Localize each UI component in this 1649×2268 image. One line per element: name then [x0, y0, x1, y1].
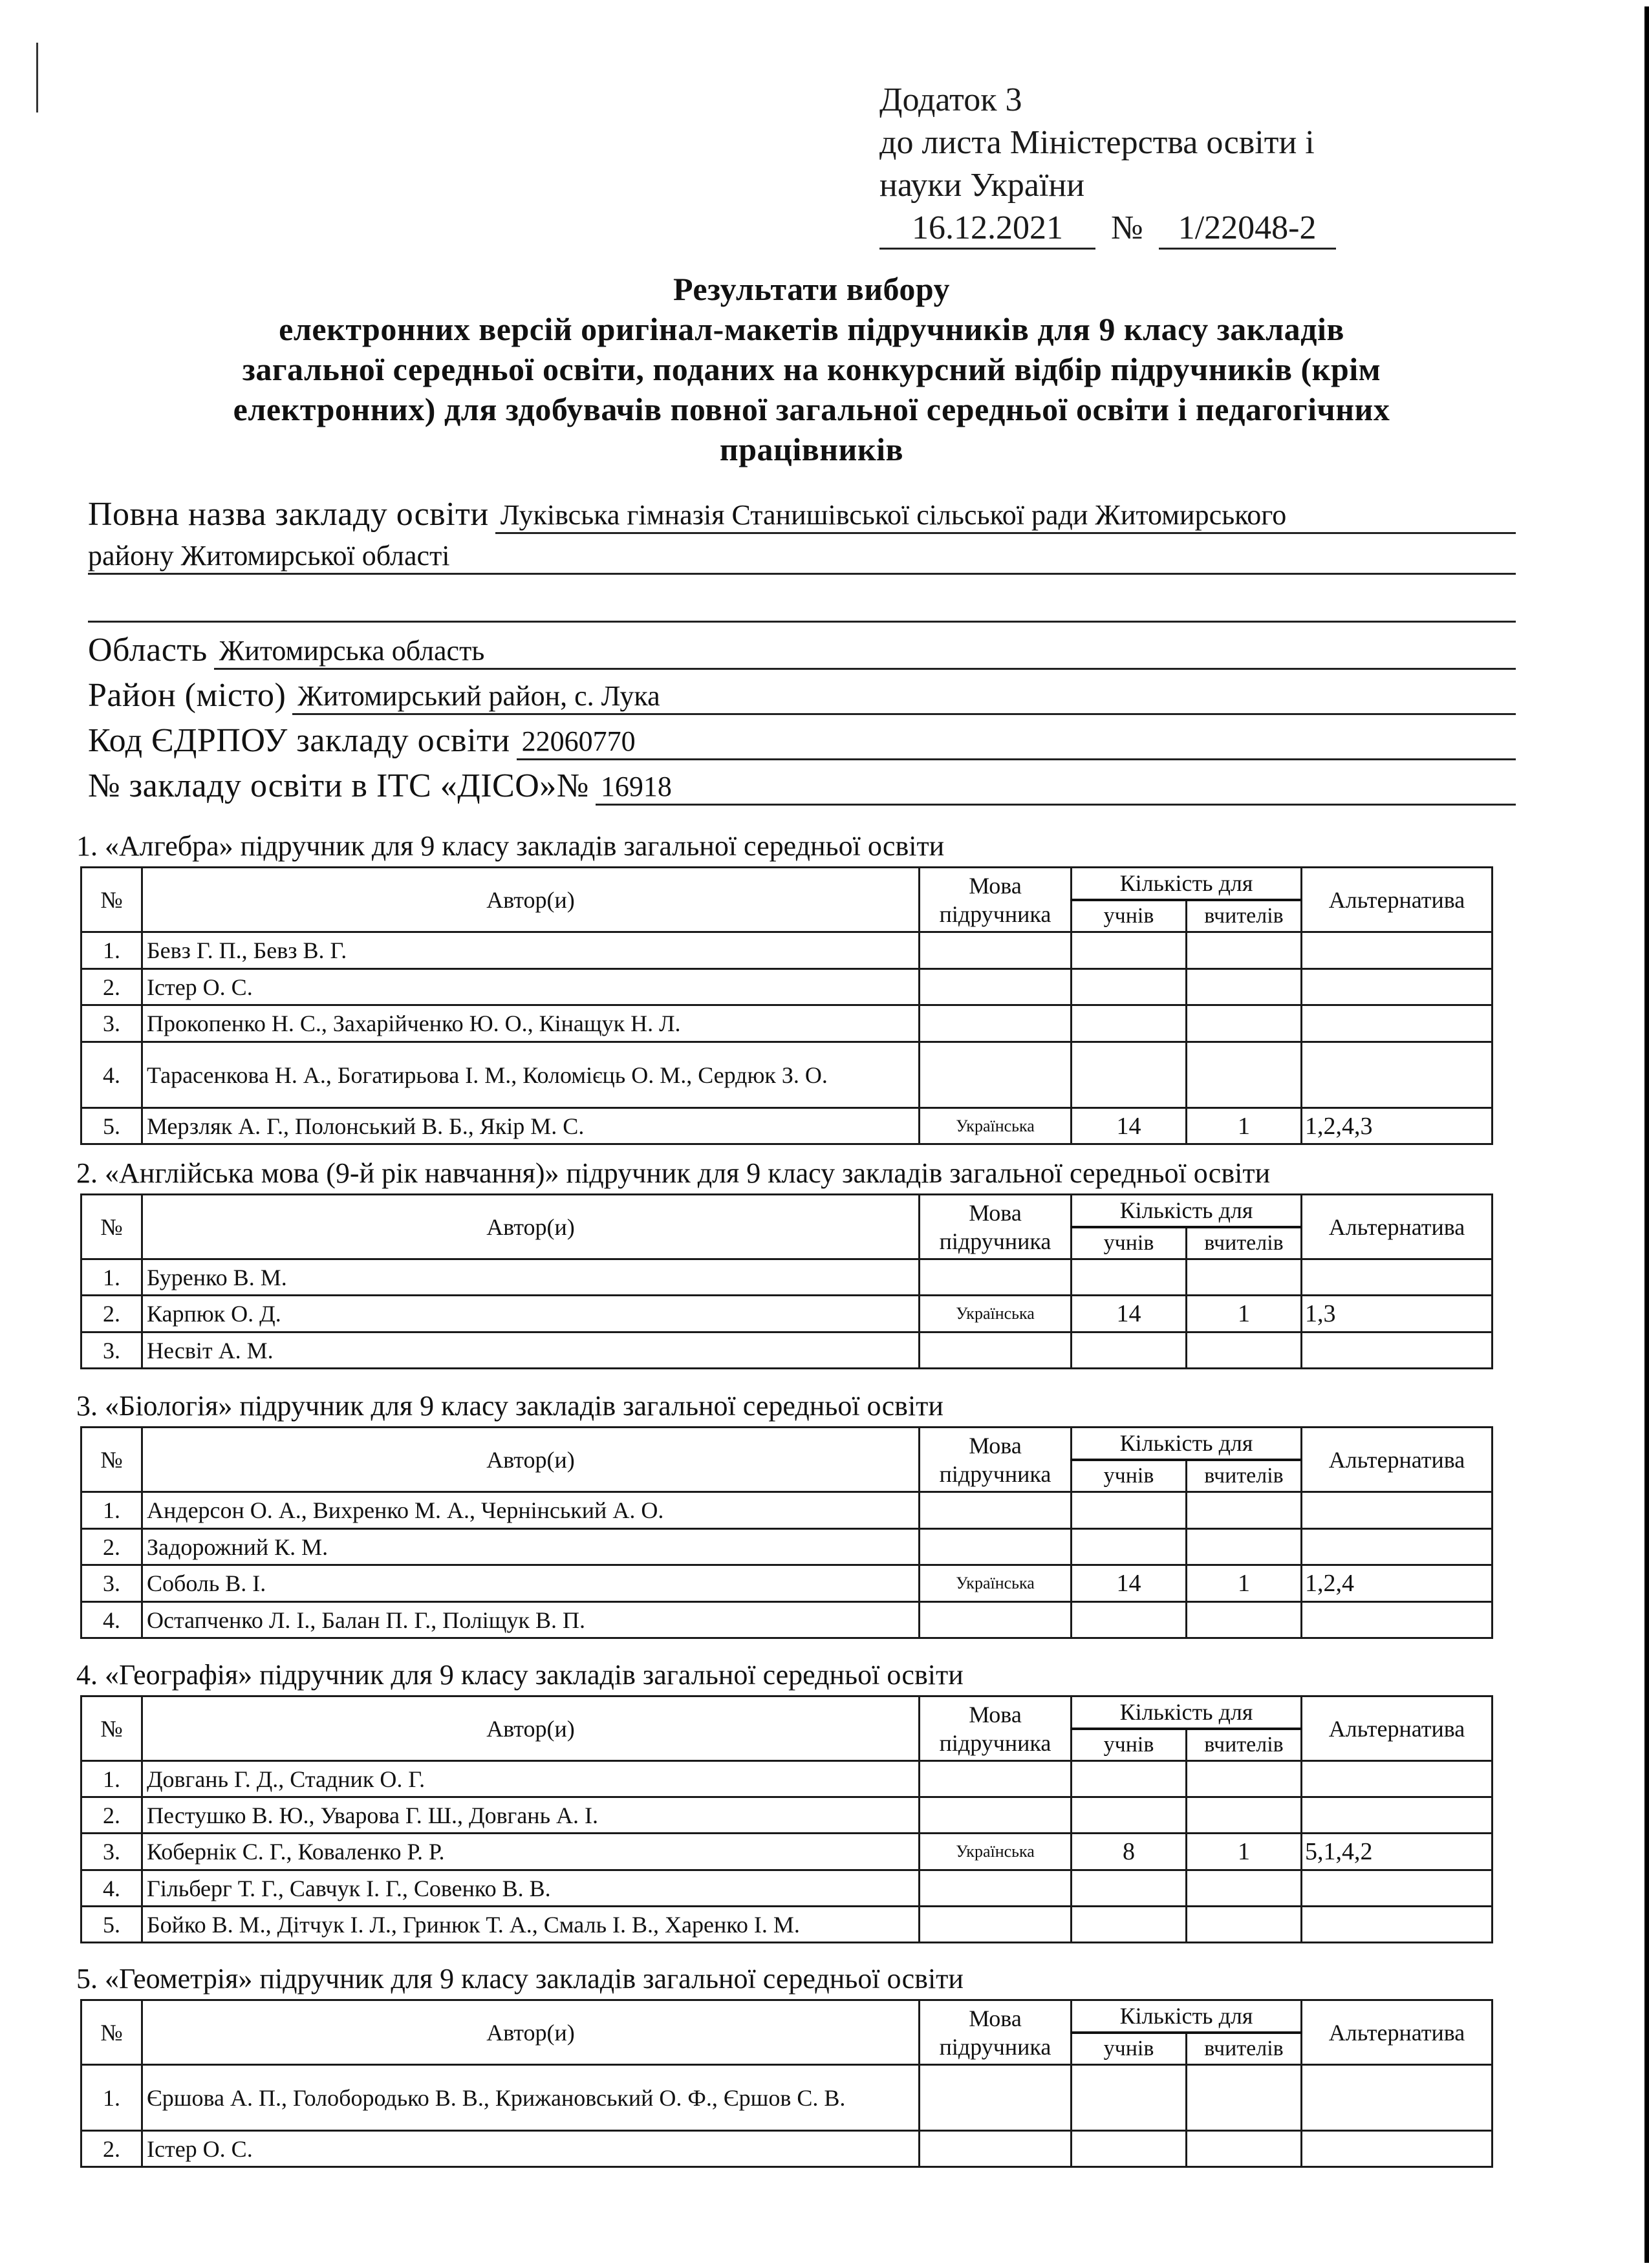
header-language-line-2: підручника [939, 1228, 1051, 1254]
header-language-line-1: Мова [969, 1432, 1022, 1459]
row-teachers-count [1187, 1797, 1302, 1834]
row-students-count [1072, 1907, 1187, 1943]
section-title: 2. «Англійська мова (9-й рік навчання)» підручник для 9 класу закладів загальної середньої освіти [76, 1157, 1271, 1189]
row-language [920, 1907, 1072, 1943]
row-students-count: 14 [1072, 1296, 1187, 1332]
row-students-count [1072, 1761, 1187, 1797]
row-number: 2. [81, 969, 142, 1005]
letter-date: 16.12.2021 [879, 209, 1095, 250]
textbook-table [80, 866, 1493, 1145]
textbook-table [80, 1695, 1493, 1943]
row-teachers-count: 1 [1187, 1565, 1302, 1602]
section-title: 1. «Алгебра» підручник для 9 класу закладів загальної середньої освіти [76, 830, 945, 862]
header-alternative: Альтернатива [1302, 2000, 1493, 2065]
table-row [81, 1602, 1493, 1638]
table-row [81, 1565, 1493, 1602]
table-row [81, 1042, 1493, 1108]
row-students-count [1072, 1332, 1187, 1369]
title-line-2: електронних версій оригінал-макетів підручників для 9 класу закладів [279, 311, 1344, 347]
district-label: Район (місто) [88, 677, 286, 714]
letter-number: 1/22048-2 [1159, 209, 1336, 250]
header-num: № [81, 2000, 142, 2065]
row-language: Українська [920, 1296, 1072, 1332]
row-authors: Істер О. С. [142, 2131, 920, 2167]
header-authors: Автор(и) [142, 2000, 920, 2065]
row-students-count [1072, 2131, 1187, 2167]
row-alternative: 1,2,4,3 [1302, 1108, 1493, 1144]
row-language [920, 1761, 1072, 1797]
row-authors: Мерзляк А. Г., Полонський В. Б., Якір М. С. [142, 1108, 920, 1144]
table-row [81, 1259, 1493, 1296]
row-authors: Довгань Г. Д., Стадник О. Г. [142, 1761, 920, 1797]
header-authors: Автор(и) [142, 1696, 920, 1761]
textbook-table [80, 1426, 1493, 1639]
district-field [88, 676, 1516, 715]
header-teachers: вчителів [1187, 1227, 1302, 1259]
row-alternative: 1,3 [1302, 1296, 1493, 1332]
row-teachers-count [1187, 1529, 1302, 1565]
row-authors: Істер О. С. [142, 969, 920, 1005]
row-alternative [1302, 1870, 1493, 1907]
header-teachers: вчителів [1187, 1729, 1302, 1761]
row-language [920, 1529, 1072, 1565]
disco-label: № закладу освіти в ІТС «ДІСО»№ [88, 767, 589, 804]
scan-edge [1644, 6, 1649, 2263]
table-row [81, 1296, 1493, 1332]
header-language [920, 1696, 1072, 1761]
header-num: № [81, 1195, 142, 1259]
row-students-count [1072, 1870, 1187, 1907]
row-alternative [1302, 1259, 1493, 1296]
table-row [81, 1870, 1493, 1907]
textbook-table [80, 1999, 1493, 2168]
row-students-count [1072, 969, 1187, 1005]
title-line-4: електронних) для здобувачів повної загальної середньої освіти і педагогічних [233, 391, 1390, 427]
row-language [920, 932, 1072, 969]
title-line-5: працівників [719, 431, 904, 467]
header-language-line-2: підручника [939, 1729, 1051, 1756]
row-teachers-count: 1 [1187, 1296, 1302, 1332]
row-authors: Остапченко Л. І., Балан П. Г., Поліщук В. П. [142, 1602, 920, 1638]
row-number: 4. [81, 1602, 142, 1638]
row-authors: Кобернік С. Г., Коваленко Р. Р. [142, 1834, 920, 1870]
row-teachers-count [1187, 1761, 1302, 1797]
header-teachers: вчителів [1187, 900, 1302, 932]
row-students-count: 14 [1072, 1108, 1187, 1144]
row-alternative: 1,2,4 [1302, 1565, 1493, 1602]
row-teachers-count [1187, 932, 1302, 969]
row-teachers-count: 1 [1187, 1108, 1302, 1144]
row-number: 4. [81, 1870, 142, 1907]
row-language [920, 969, 1072, 1005]
header-quantity-for: Кількість для [1072, 1428, 1302, 1460]
full-name-field [88, 495, 1516, 534]
row-number: 2. [81, 1296, 142, 1332]
row-number: 1. [81, 1492, 142, 1529]
row-authors: Андерсон О. А., Вихренко М. А., Чернінський А. О. [142, 1492, 920, 1529]
header-language [920, 868, 1072, 932]
header-num: № [81, 1428, 142, 1492]
row-students-count [1072, 1492, 1187, 1529]
row-language [920, 1602, 1072, 1638]
row-number: 2. [81, 2131, 142, 2167]
region-value: Житомирська область [214, 634, 1516, 670]
header-language-line-2: підручника [939, 2033, 1051, 2060]
row-authors: Задорожний К. М. [142, 1529, 920, 1565]
addendum-block [879, 79, 1336, 250]
header-teachers: вчителів [1187, 1460, 1302, 1492]
row-teachers-count [1187, 969, 1302, 1005]
header-num: № [81, 868, 142, 932]
table-row [81, 969, 1493, 1005]
full-name-value-1: Луківська гімназія Станишівської сільської ради Житомирського [495, 498, 1516, 534]
header-quantity-for: Кількість для [1072, 1696, 1302, 1729]
row-authors: Буренко В. М. [142, 1259, 920, 1296]
row-language: Українська [920, 1565, 1072, 1602]
row-authors: Єршова А. П., Голобородько В. В., Крижановський О. Ф., Єршов С. В. [142, 2065, 920, 2131]
disco-field [88, 767, 1516, 806]
row-teachers-count [1187, 1042, 1302, 1108]
row-teachers-count [1187, 2131, 1302, 2167]
header-language-line-2: підручника [939, 1460, 1051, 1487]
table-row [81, 1332, 1493, 1369]
row-students-count: 14 [1072, 1565, 1187, 1602]
header-language-line-1: Мова [969, 1199, 1022, 1226]
row-students-count [1072, 1602, 1187, 1638]
header-language-line-1: Мова [969, 2005, 1022, 2031]
row-number: 2. [81, 1529, 142, 1565]
row-language [920, 1042, 1072, 1108]
header-alternative: Альтернатива [1302, 1195, 1493, 1259]
row-language [920, 1259, 1072, 1296]
table-row [81, 1492, 1493, 1529]
row-alternative [1302, 1492, 1493, 1529]
header-authors: Автор(и) [142, 868, 920, 932]
row-number: 3. [81, 1565, 142, 1602]
header-language-line-1: Мова [969, 872, 1022, 899]
row-alternative [1302, 1907, 1493, 1943]
row-number: 1. [81, 1761, 142, 1797]
header-language-line-2: підручника [939, 901, 1051, 927]
row-authors: Соболь В. І. [142, 1565, 920, 1602]
row-authors: Гільберг Т. Г., Савчук І. Г., Совенко В. В. [142, 1870, 920, 1907]
row-number: 2. [81, 1797, 142, 1834]
blank-underline [88, 621, 1516, 623]
region-label: Область [88, 632, 208, 669]
row-students-count [1072, 1005, 1187, 1042]
row-alternative [1302, 2131, 1493, 2167]
row-authors: Тарасенкова Н. А., Богатирьова І. М., Коломієць О. М., Сердюк З. О. [142, 1042, 920, 1108]
row-language [920, 1797, 1072, 1834]
row-alternative [1302, 1042, 1493, 1108]
row-authors: Карпюк О. Д. [142, 1296, 920, 1332]
full-name-label: Повна назва закладу освіти [88, 496, 489, 533]
table-row [81, 1907, 1493, 1943]
title-line-1: Результати вибору [673, 271, 950, 307]
row-language: Українська [920, 1834, 1072, 1870]
header-teachers: вчителів [1187, 2033, 1302, 2065]
row-number: 1. [81, 1259, 142, 1296]
header-alternative: Альтернатива [1302, 868, 1493, 932]
addendum-line-1: Додаток 3 [879, 81, 1022, 118]
row-alternative [1302, 1005, 1493, 1042]
header-language [920, 2000, 1072, 2065]
row-alternative [1302, 1761, 1493, 1797]
row-alternative [1302, 969, 1493, 1005]
row-language: Українська [920, 1108, 1072, 1144]
header-students: учнів [1072, 1227, 1187, 1259]
row-language [920, 1005, 1072, 1042]
row-students-count [1072, 1529, 1187, 1565]
addendum-line-2: до листа Міністерства освіти і [879, 124, 1315, 161]
header-alternative: Альтернатива [1302, 1696, 1493, 1761]
table-row [81, 1761, 1493, 1797]
table-row [81, 1529, 1493, 1565]
textbook-table [80, 1193, 1493, 1369]
row-students-count [1072, 932, 1187, 969]
document-title [97, 269, 1526, 469]
header-students: учнів [1072, 1460, 1187, 1492]
row-number: 3. [81, 1332, 142, 1369]
row-students-count [1072, 1259, 1187, 1296]
row-number: 5. [81, 1108, 142, 1144]
row-language [920, 1332, 1072, 1369]
header-alternative: Альтернатива [1302, 1428, 1493, 1492]
row-alternative [1302, 1529, 1493, 1565]
row-authors: Бевз Г. П., Бевз В. Г. [142, 932, 920, 969]
row-language [920, 2065, 1072, 2131]
header-language [920, 1428, 1072, 1492]
row-students-count [1072, 1797, 1187, 1834]
row-number: 1. [81, 2065, 142, 2131]
section-title: 5. «Геометрія» підручник для 9 класу закладів загальної середньої освіти [76, 1963, 964, 1995]
row-teachers-count [1187, 1332, 1302, 1369]
table-row [81, 1834, 1493, 1870]
row-alternative [1302, 2065, 1493, 2131]
row-authors: Прокопенко Н. С., Захарійченко Ю. О., Кінащук Н. Л. [142, 1005, 920, 1042]
row-teachers-count [1187, 2065, 1302, 2131]
header-quantity-for: Кількість для [1072, 868, 1302, 900]
header-students: учнів [1072, 2033, 1187, 2065]
staple-mark [36, 43, 38, 112]
row-teachers-count [1187, 1870, 1302, 1907]
header-language-line-1: Мова [969, 1701, 1022, 1728]
row-number: 3. [81, 1834, 142, 1870]
row-number: 1. [81, 932, 142, 969]
row-teachers-count: 1 [1187, 1834, 1302, 1870]
district-value: Житомирський район, с. Лука [292, 679, 1516, 715]
header-students: учнів [1072, 900, 1187, 932]
header-quantity-for: Кількість для [1072, 1195, 1302, 1227]
disco-value: 16918 [596, 770, 1516, 806]
edrpou-label: Код ЄДРПОУ закладу освіти [88, 722, 510, 759]
section-title: 3. «Біологія» підручник для 9 класу закладів загальної середньої освіти [76, 1390, 943, 1422]
number-sign: № [1111, 209, 1143, 246]
addendum-line-3: науки України [879, 167, 1085, 204]
full-name-field-line-2 [88, 539, 1516, 575]
table-row [81, 1005, 1493, 1042]
table-row [81, 932, 1493, 969]
row-teachers-count [1187, 1602, 1302, 1638]
row-alternative [1302, 1797, 1493, 1834]
edrpou-value: 22060770 [517, 725, 1516, 760]
header-authors: Автор(и) [142, 1428, 920, 1492]
row-authors: Несвіт А. М. [142, 1332, 920, 1369]
row-students-count [1072, 1042, 1187, 1108]
row-number: 4. [81, 1042, 142, 1108]
row-number: 5. [81, 1907, 142, 1943]
row-teachers-count [1187, 1259, 1302, 1296]
row-language [920, 1870, 1072, 1907]
row-students-count [1072, 2065, 1187, 2131]
title-line-3: загальної середньої освіти, поданих на конкурсний відбір підручників (крім [242, 351, 1381, 387]
row-language [920, 1492, 1072, 1529]
table-row [81, 2065, 1493, 2131]
table-row [81, 1108, 1493, 1144]
row-teachers-count [1187, 1005, 1302, 1042]
row-number: 3. [81, 1005, 142, 1042]
row-students-count: 8 [1072, 1834, 1187, 1870]
table-row [81, 1797, 1493, 1834]
header-authors: Автор(и) [142, 1195, 920, 1259]
region-field [88, 631, 1516, 670]
section-title: 4. «Географія» підручник для 9 класу закладів загальної середньої освіти [76, 1659, 964, 1691]
edrpou-field [88, 722, 1516, 760]
row-authors: Пестушко В. Ю., Уварова Г. Ш., Довгань А. І. [142, 1797, 920, 1834]
header-quantity-for: Кількість для [1072, 2000, 1302, 2033]
header-language [920, 1195, 1072, 1259]
row-authors: Бойко В. М., Дітчук І. Л., Гринюк Т. А., Смаль І. В., Харенко І. М. [142, 1907, 920, 1943]
row-teachers-count [1187, 1907, 1302, 1943]
row-teachers-count [1187, 1492, 1302, 1529]
header-num: № [81, 1696, 142, 1761]
full-name-value-2: району Житомирської області [88, 539, 1516, 575]
header-students: учнів [1072, 1729, 1187, 1761]
row-alternative [1302, 932, 1493, 969]
row-alternative: 5,1,4,2 [1302, 1834, 1493, 1870]
row-alternative [1302, 1332, 1493, 1369]
letter-reference [879, 207, 1336, 250]
row-alternative [1302, 1602, 1493, 1638]
row-language [920, 2131, 1072, 2167]
table-row [81, 2131, 1493, 2167]
